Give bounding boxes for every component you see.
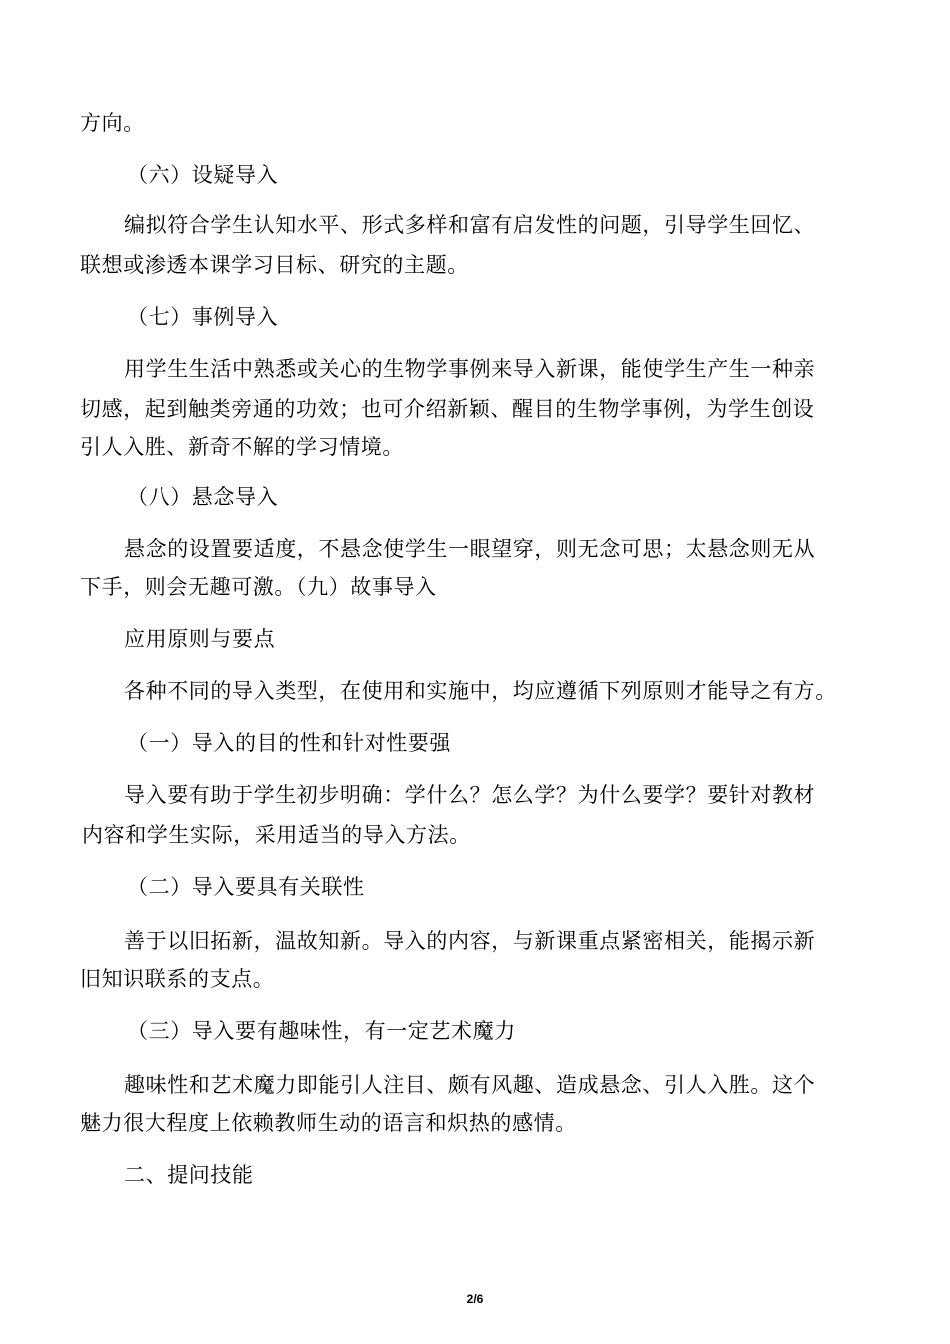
text-line: 内容和学生实际，采用适当的导入方法。: [82, 823, 471, 847]
section-heading: （一）导入的目的性和针对性要强: [127, 731, 451, 755]
text-line: 善于以旧拓新，温故知新。导入的内容，与新课重点紧密相关，能揭示新: [124, 929, 816, 953]
text-line: 引人入胜、新奇不解的学习情境。: [80, 435, 404, 459]
text-line: 趣味性和艺术魔力即能引人注目、颇有风趣、造成悬念、引人入胜。这个: [124, 1073, 816, 1097]
text-line: 悬念的设置要适度，不悬念使学生一眼望穿，则无念可思；太悬念则无从: [124, 537, 816, 561]
text-line: 旧知识联系的支点。: [80, 967, 275, 991]
section-heading: （七）事例导入: [127, 305, 279, 329]
text-line: 方向。: [80, 111, 145, 135]
text-line: 各种不同的导入类型，在使用和实施中，均应遵循下列原则才能导之有方。: [124, 679, 837, 703]
section-heading: 二、提问技能: [124, 1163, 254, 1187]
section-heading: （六）设疑导入: [127, 163, 279, 187]
text-line: 魅力很大程度上依赖教师生动的语言和炽热的感情。: [80, 1111, 577, 1135]
text-line: 切感，起到触类旁通的功效；也可介绍新颖、醒目的生物学事例，为学生创设: [80, 397, 815, 421]
text-line: 用学生生活中熟悉或关心的生物学事例来导入新课，能使学生产生一种亲: [124, 357, 816, 381]
text-line: 下手，则会无趣可激。（九）故事导入: [80, 575, 437, 599]
section-heading: （二）导入要具有关联性: [127, 875, 365, 899]
text-line: 导入要有助于学生初步明确：学什么？怎么学？为什么要学？要针对教材: [124, 783, 816, 807]
section-heading: 应用原则与要点: [124, 627, 276, 651]
page-number: 2/6: [466, 1292, 484, 1306]
text-line: 编拟符合学生认知水平、形式多样和富有启发性的问题，引导学生回忆、: [124, 213, 816, 237]
section-heading: （八）悬念导入: [127, 485, 279, 509]
text-line: 联想或渗透本课学习目标、研究的主题。: [80, 253, 469, 277]
section-heading: （三）导入要有趣味性，有一定艺术魔力: [127, 1019, 516, 1043]
